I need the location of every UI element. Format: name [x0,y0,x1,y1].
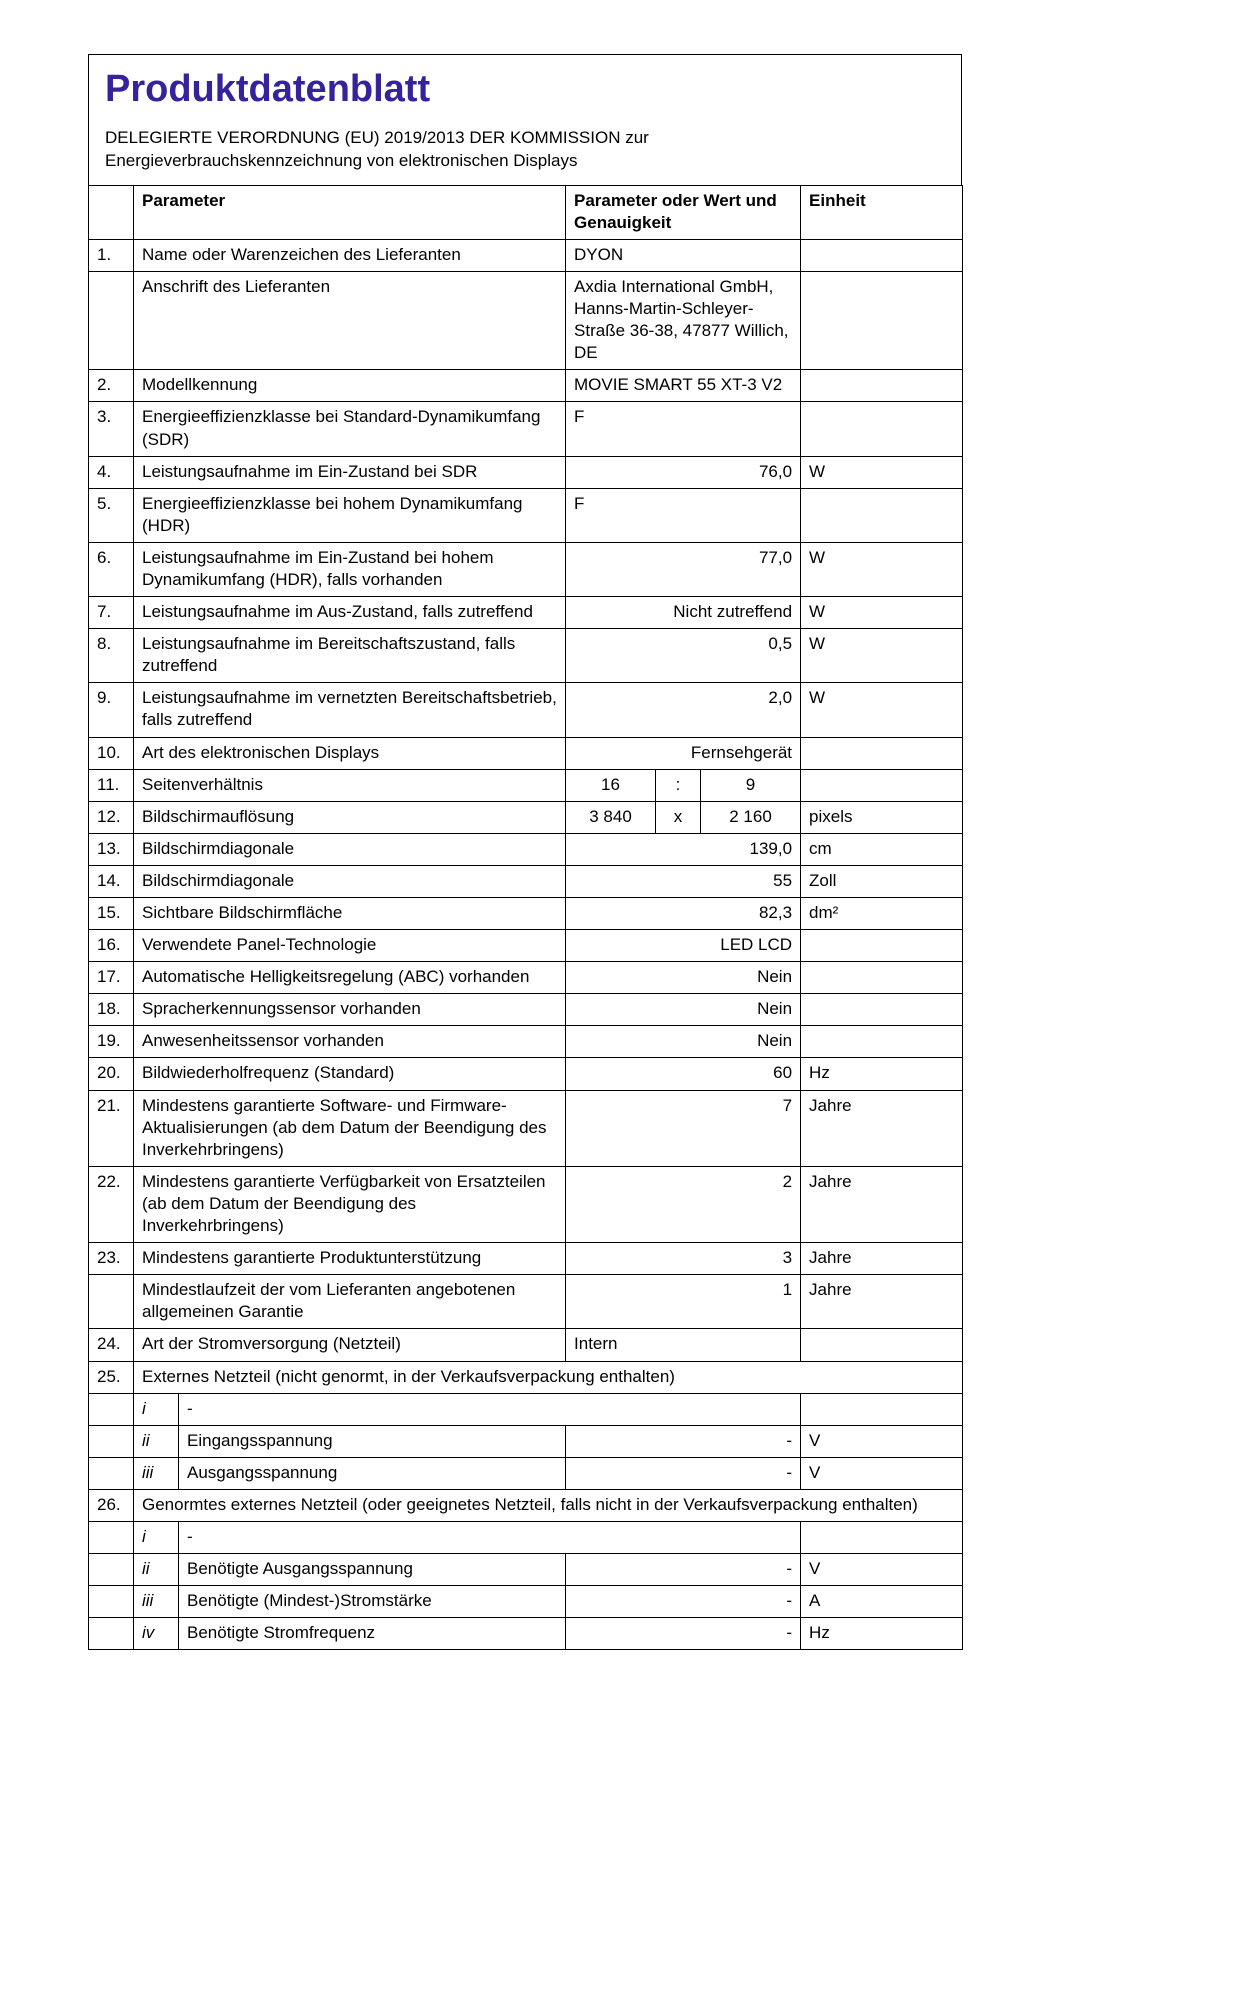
sub-index-cell: ii [134,1425,179,1457]
table-row [89,1457,963,1489]
value-separator-cell: : [656,769,701,801]
table-row [89,542,963,596]
value-part-cell: 16 [566,769,656,801]
unit-cell: W [801,456,963,488]
parameter-cell: Ausgangsspannung [179,1457,566,1489]
row-number-cell [89,1275,134,1329]
row-number-cell: 26. [89,1489,134,1521]
parameter-cell: Energieeffizienzklasse bei Standard-Dynamikumfang (SDR) [134,402,566,456]
table-row [89,994,963,1026]
unit-cell [801,1393,963,1425]
unit-cell [801,370,963,402]
row-number-cell: 8. [89,629,134,683]
parameter-cell: Leistungsaufnahme im Bereitschaftszustand, falls zutreffend [134,629,566,683]
value-cell: Nein [566,994,801,1026]
value-cell: - [566,1618,801,1650]
row-number-cell [89,1586,134,1618]
table-row [89,597,963,629]
value-cell: Nein [566,1026,801,1058]
value-cell: 76,0 [566,456,801,488]
unit-cell: cm [801,833,963,865]
parameter-cell: Anwesenheitssensor vorhanden [134,1026,566,1058]
parameter-cell: Leistungsaufnahme im Aus-Zustand, falls zutreffend [134,597,566,629]
value-cell: 0,5 [566,629,801,683]
unit-cell: dm² [801,898,963,930]
table-header-row [89,185,963,239]
unit-cell [801,402,963,456]
parameter-cell: Mindestlaufzeit der vom Lieferanten angebotenen allgemeinen Garantie [134,1275,566,1329]
value-cell: F [566,402,801,456]
unit-cell: W [801,683,963,737]
unit-cell [801,488,963,542]
regulation-subtitle-line1: DELEGIERTE VERORDNUNG (EU) 2019/2013 DER KOMMISSION zur [105,127,649,147]
unit-cell: Zoll [801,865,963,897]
table-row [89,962,963,994]
value-cell: 77,0 [566,542,801,596]
row-number-cell: 5. [89,488,134,542]
parameter-cell: Art des elektronischen Displays [134,737,566,769]
value-part-cell: 9 [701,769,801,801]
table-row [89,1166,963,1242]
row-number-cell: 19. [89,1026,134,1058]
unit-cell: Hz [801,1618,963,1650]
unit-cell: Jahre [801,1275,963,1329]
parameter-cell: - [179,1521,801,1553]
parameter-cell: Mindestens garantierte Produktunterstützung [134,1243,566,1275]
row-number-cell: 9. [89,683,134,737]
row-number-cell: 16. [89,930,134,962]
table-row [89,930,963,962]
sub-index-cell: iii [134,1457,179,1489]
value-cell: 55 [566,865,801,897]
table-row [89,271,963,369]
row-number-cell [89,1425,134,1457]
parameter-cell: Benötigte Ausgangsspannung [179,1554,566,1586]
row-number-cell: 21. [89,1090,134,1166]
row-number-cell: 3. [89,402,134,456]
row-number-cell [89,1393,134,1425]
parameter-cell: Bildschirmdiagonale [134,833,566,865]
table-row [89,833,963,865]
row-number-cell: 10. [89,737,134,769]
table-row [89,737,963,769]
table-row [89,1489,963,1521]
table-row [89,1361,963,1393]
unit-cell: Jahre [801,1166,963,1242]
parameter-cell: Leistungsaufnahme im Ein-Zustand bei SDR [134,456,566,488]
unit-cell: W [801,597,963,629]
parameter-cell: Benötigte (Mindest-)Stromstärke [179,1586,566,1618]
sub-index-cell: i [134,1393,179,1425]
unit-cell: Jahre [801,1090,963,1166]
unit-cell [801,1329,963,1361]
value-cell: 7 [566,1090,801,1166]
value-part-cell: 2 160 [701,801,801,833]
parameter-cell: Bildwiederholfrequenz (Standard) [134,1058,566,1090]
row-number-cell: 14. [89,865,134,897]
value-separator-cell: x [656,801,701,833]
table-row [89,1243,963,1275]
table-row [89,1521,963,1553]
table-row [89,898,963,930]
row-number-cell: 24. [89,1329,134,1361]
row-number-cell: 11. [89,769,134,801]
value-cell: - [566,1554,801,1586]
row-number-cell: 12. [89,801,134,833]
row-number-cell: 7. [89,597,134,629]
table-row [89,370,963,402]
value-cell: - [566,1425,801,1457]
row-number-cell: 13. [89,833,134,865]
section-label-cell: Externes Netzteil (nicht genormt, in der Verkaufsverpackung enthalten) [134,1361,963,1393]
row-number-cell: 2. [89,370,134,402]
sub-index-cell: iv [134,1618,179,1650]
table-row [89,801,963,833]
parameter-cell: Leistungsaufnahme im vernetzten Bereitschaftsbetrieb, falls zutreffend [134,683,566,737]
value-cell: - [566,1586,801,1618]
unit-cell: A [801,1586,963,1618]
parameter-cell: Energieeffizienzklasse bei hohem Dynamikumfang (HDR) [134,488,566,542]
title-block [88,54,962,185]
row-number-cell [89,1554,134,1586]
unit-cell: V [801,1457,963,1489]
parameter-cell: Mindestens garantierte Verfügbarkeit von Ersatzteilen (ab dem Datum der Beendigung des Inverkehrbringens) [134,1166,566,1242]
unit-cell [801,962,963,994]
unit-cell: Hz [801,1058,963,1090]
row-number-cell [89,271,134,369]
row-number-cell: 23. [89,1243,134,1275]
parameter-cell: Bildschirmdiagonale [134,865,566,897]
header-value: Parameter oder Wert und Genauigkeit [566,185,801,239]
table-row [89,456,963,488]
table-row [89,1090,963,1166]
value-cell: 60 [566,1058,801,1090]
sub-index-cell: iii [134,1586,179,1618]
value-cell: Intern [566,1329,801,1361]
unit-cell: W [801,542,963,596]
value-cell: Nein [566,962,801,994]
value-cell: 82,3 [566,898,801,930]
parameter-cell: Anschrift des Lieferanten [134,271,566,369]
row-number-cell: 4. [89,456,134,488]
value-cell: 3 [566,1243,801,1275]
value-cell: F [566,488,801,542]
table-row [89,769,963,801]
unit-cell: pixels [801,801,963,833]
unit-cell [801,930,963,962]
parameter-cell: Automatische Helligkeitsregelung (ABC) vorhanden [134,962,566,994]
unit-cell: V [801,1554,963,1586]
spec-table-body [89,239,963,1650]
table-row [89,1026,963,1058]
parameter-cell: Bildschirmauflösung [134,801,566,833]
value-cell: Axdia International GmbH, Hanns-Martin-Schleyer-Straße 36-38, 47877 Willich, DE [566,271,801,369]
unit-cell [801,769,963,801]
table-row [89,488,963,542]
unit-cell [801,737,963,769]
table-row [89,1618,963,1650]
table-row [89,683,963,737]
value-cell: DYON [566,239,801,271]
row-number-cell: 6. [89,542,134,596]
table-row [89,1275,963,1329]
row-number-cell: 25. [89,1361,134,1393]
unit-cell: Jahre [801,1243,963,1275]
row-number-cell: 17. [89,962,134,994]
parameter-cell: Leistungsaufnahme im Ein-Zustand bei hohem Dynamikumfang (HDR), falls vorhanden [134,542,566,596]
header-parameter: Parameter [134,185,566,239]
value-cell: Fernsehgerät [566,737,801,769]
value-cell: LED LCD [566,930,801,962]
spec-table [88,185,963,1651]
row-number-cell: 18. [89,994,134,1026]
parameter-cell: - [179,1393,801,1425]
table-row [89,1329,963,1361]
row-number-cell [89,1618,134,1650]
row-number-cell: 1. [89,239,134,271]
parameter-cell: Eingangsspannung [179,1425,566,1457]
parameter-cell: Art der Stromversorgung (Netzteil) [134,1329,566,1361]
parameter-cell: Spracherkennungssensor vorhanden [134,994,566,1026]
parameter-cell: Name oder Warenzeichen des Lieferanten [134,239,566,271]
header-number-cell [89,185,134,239]
table-row [89,1393,963,1425]
table-row [89,629,963,683]
row-number-cell: 22. [89,1166,134,1242]
header-unit: Einheit [801,185,963,239]
value-cell: 2,0 [566,683,801,737]
row-number-cell [89,1521,134,1553]
row-number-cell: 20. [89,1058,134,1090]
parameter-cell: Modellkennung [134,370,566,402]
unit-cell [801,994,963,1026]
table-row [89,865,963,897]
value-cell: Nicht zutreffend [566,597,801,629]
table-row [89,1058,963,1090]
value-part-cell: 3 840 [566,801,656,833]
table-row [89,1425,963,1457]
unit-cell [801,239,963,271]
parameter-cell: Sichtbare Bildschirmfläche [134,898,566,930]
parameter-cell: Mindestens garantierte Software- und Firmware-Aktualisierungen (ab dem Datum der Beendigung des Inverkehrbringens) [134,1090,566,1166]
section-label-cell: Genormtes externes Netzteil (oder geeignetes Netzteil, falls nicht in der Verkaufsverpackung enthalten) [134,1489,963,1521]
table-row [89,239,963,271]
parameter-cell: Verwendete Panel-Technologie [134,930,566,962]
product-datasheet [88,54,962,1650]
sub-index-cell: i [134,1521,179,1553]
page-title: Produktdatenblatt [105,68,431,110]
value-cell: 1 [566,1275,801,1329]
unit-cell [801,1521,963,1553]
parameter-cell: Benötigte Stromfrequenz [179,1618,566,1650]
parameter-cell: Seitenverhältnis [134,769,566,801]
table-row [89,1586,963,1618]
row-number-cell: 15. [89,898,134,930]
unit-cell: W [801,629,963,683]
sub-index-cell: ii [134,1554,179,1586]
unit-cell: V [801,1425,963,1457]
value-cell: - [566,1457,801,1489]
unit-cell [801,1026,963,1058]
regulation-subtitle-line2: Energieverbrauchskennzeichnung von elektronischen Displays [105,150,578,170]
value-cell: 139,0 [566,833,801,865]
value-cell: MOVIE SMART 55 XT-3 V2 [566,370,801,402]
unit-cell [801,271,963,369]
table-row [89,402,963,456]
row-number-cell [89,1457,134,1489]
table-row [89,1554,963,1586]
value-cell: 2 [566,1166,801,1242]
